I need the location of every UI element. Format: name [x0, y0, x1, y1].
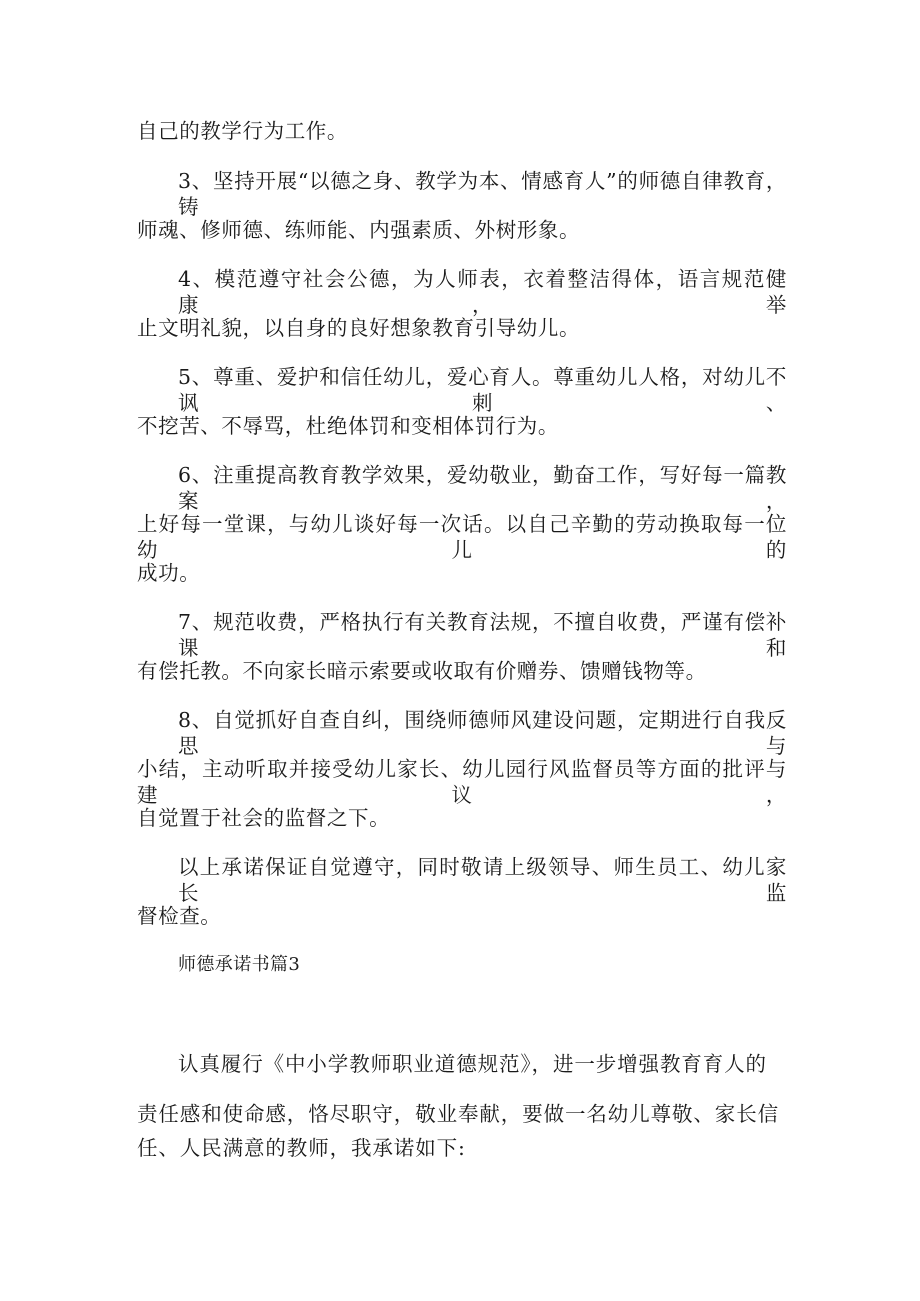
- item-6-line: 6、注重提高教育教学效果，爱幼敬业，勤奋工作，写好每一篇教案，: [178, 463, 787, 513]
- item-3-line: 师魂、修师德、练师能、内强素质、外树形象。: [137, 218, 581, 242]
- item-8-line: 8、自觉抓好自查自纠，围绕师德师风建设问题，定期进行自我反思与: [178, 708, 787, 758]
- section2-line: 认真履行《中小学教师职业道德规范》，进一步增强教育育人的: [178, 1052, 767, 1076]
- item-6-line: 成功。: [137, 561, 201, 585]
- item-5-line: 不挖苦、不辱骂，杜绝体罚和变相体罚行为。: [137, 414, 559, 438]
- item-8-line: 小结，主动听取并接受幼儿家长、幼儿园行风监督员等方面的批评与建议，: [137, 757, 787, 807]
- item-4-line: 4、模范遵守社会公德，为人师表，衣着整洁得体，语言规范健康，举: [178, 267, 787, 317]
- item-8-line: 自觉置于社会的监督之下。: [137, 806, 391, 830]
- section-heading: 师德承诺书篇3: [178, 954, 301, 975]
- item-3-line: 3、坚持开展“以德之身、教学为本、情感育人”的师德自律教育，铸: [178, 169, 787, 219]
- item-7-line: 有偿托教。不向家长暗示索要或收取有价赠券、馈赠钱物等。: [137, 659, 707, 683]
- paragraph-line: 自己的教学行为工作。: [137, 119, 348, 143]
- section2-line: 责任感和使命感，恪尽职守，敬业奉献，要做一名幼儿尊敬、家长信: [137, 1102, 779, 1126]
- closing-line: 以上承诺保证自觉遵守，同时敬请上级领导、师生员工、幼儿家长监: [178, 855, 787, 905]
- closing-line: 督检查。: [137, 904, 222, 928]
- section2-line: 任、人民满意的教师，我承诺如下:: [137, 1136, 466, 1160]
- item-7-line: 7、规范收费，严格执行有关教育法规，不擅自收费，严谨有偿补课和: [178, 610, 787, 660]
- item-6-line: 上好每一堂课，与幼儿谈好每一次话。以自己辛勤的劳动换取每一位幼儿的: [137, 512, 787, 562]
- item-4-line: 止文明礼貌，以自身的良好想象教育引导幼儿。: [137, 316, 581, 340]
- item-5-line: 5、尊重、爱护和信任幼儿，爱心育人。尊重幼儿人格，对幼儿不讽刺、: [178, 365, 787, 415]
